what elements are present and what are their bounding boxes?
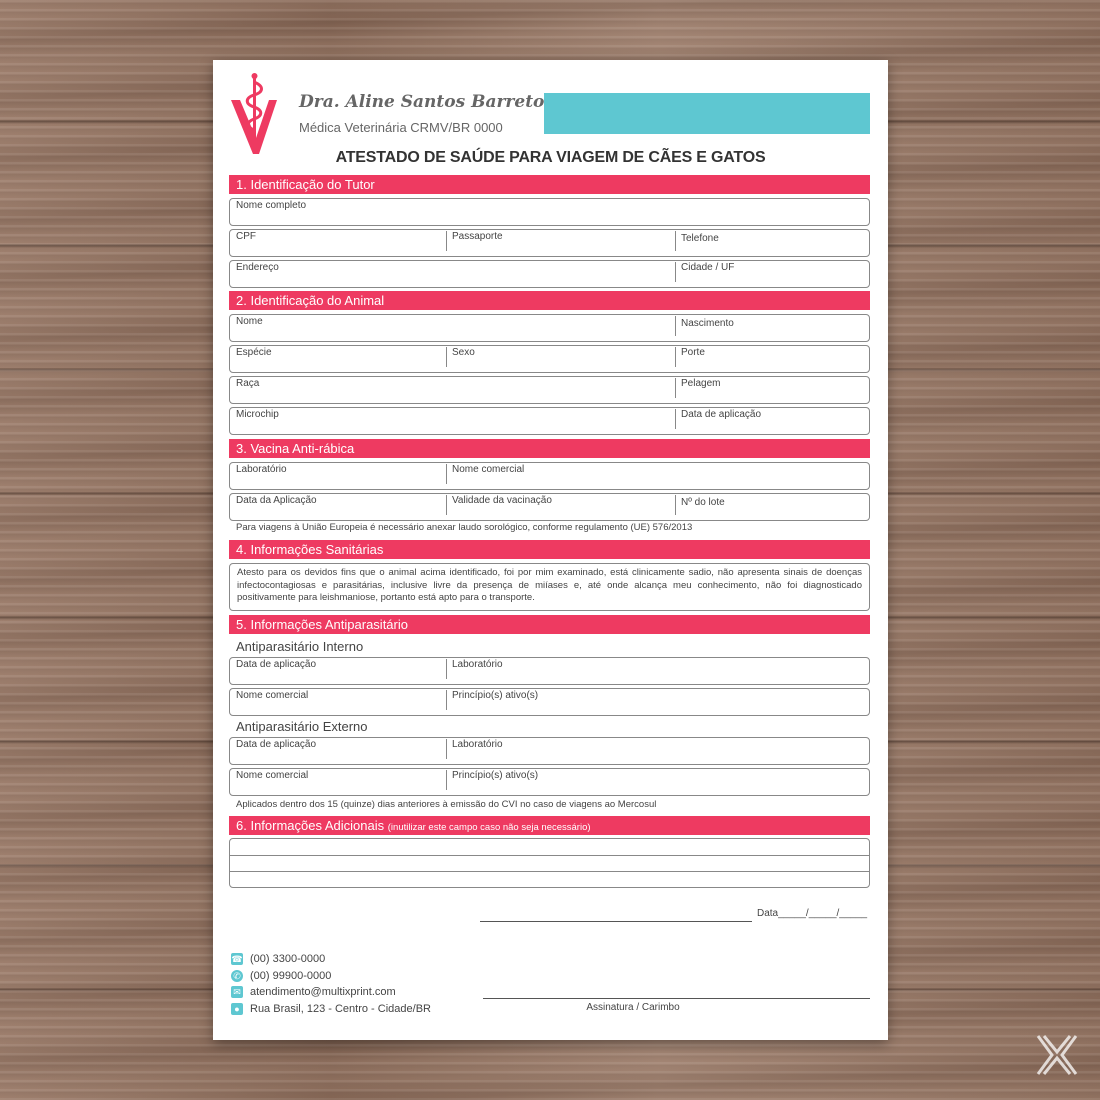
field-label: Cidade / UF (681, 262, 735, 273)
doctor-name: Dra. Aline Santos Barreto (299, 92, 545, 112)
section-6-header (229, 816, 870, 835)
field-label: Espécie (236, 347, 272, 358)
ruled-line (230, 871, 869, 872)
contact-text: (00) 99900-0000 (250, 970, 332, 982)
row-microchip-data (229, 407, 870, 435)
divider (675, 231, 676, 251)
field-label: Nome comercial (452, 464, 525, 475)
section-2-header: 2. Identificação do Animal (229, 291, 870, 310)
divider (675, 347, 676, 367)
field-label: Validade da vacinação (452, 495, 552, 506)
row-laboratorio-nome (229, 462, 870, 490)
divider (675, 378, 676, 398)
row-int-nome-principio (229, 688, 870, 716)
phone-icon: ☎ (231, 954, 243, 964)
additional-info-field[interactable] (229, 838, 870, 888)
field-label: Nome (236, 316, 263, 327)
field-label: Nome comercial (236, 690, 309, 701)
divider (446, 347, 447, 367)
location-icon: ● (231, 1003, 243, 1015)
section-6-title: 6. Informações Adicionais (236, 818, 385, 833)
whatsapp-icon: ✆ (231, 970, 243, 982)
certificate-sheet (213, 60, 888, 1040)
field-label: Endereço (236, 262, 279, 273)
contact-text: atendimento@multixprint.com (250, 986, 396, 998)
contact-text: (00) 3300-0000 (250, 953, 326, 965)
divider (675, 262, 676, 282)
row-aplicacao-validade-lote (229, 493, 870, 521)
divider (446, 464, 447, 484)
divider (446, 739, 447, 759)
contact-whatsapp (231, 970, 331, 982)
vet-logo-icon (229, 72, 279, 156)
field-label: Nº do lote (681, 497, 725, 508)
field-label: Porte (681, 347, 705, 358)
field-label: Microchip (236, 409, 279, 420)
section-1-header: 1. Identificação do Tutor (229, 175, 870, 194)
signature-line (483, 998, 870, 999)
form-title: ATESTADO DE SAÚDE PARA VIAGEM DE CÃES E GATOS (335, 149, 766, 166)
field-label: CPF (236, 231, 256, 242)
field-label: Passaporte (452, 231, 503, 242)
row-nome-nascimento (229, 314, 870, 342)
field-label: Laboratório (452, 659, 503, 670)
field-label: Nome completo (236, 200, 307, 211)
doctor-credential: Médica Veterinária CRMV/BR 0000 (299, 120, 503, 135)
divider (675, 316, 676, 336)
row-ext-nome-principio (229, 768, 870, 796)
field-label: Nome comercial (236, 770, 309, 781)
email-icon: ✉ (231, 986, 243, 998)
date-line (480, 921, 752, 922)
section-3-header: 3. Vacina Anti-rábica (229, 439, 870, 458)
row-especie-sexo-porte (229, 345, 870, 373)
contact-phone (231, 953, 325, 965)
contact-text: Rua Brasil, 123 - Centro - Cidade/BR (250, 1003, 431, 1015)
divider (446, 231, 447, 251)
external-antiparasitic-heading: Antiparasitário Externo (236, 719, 368, 734)
row-int-data-lab (229, 657, 870, 685)
field-label: Raça (236, 378, 260, 389)
field-label: Princípio(s) ativo(s) (452, 690, 539, 701)
field-label: Telefone (681, 233, 719, 244)
field-label: Data de aplicação (236, 659, 317, 670)
divider (446, 659, 447, 679)
signature-label: Assinatura / Carimbo (586, 1002, 680, 1013)
field-label: Princípio(s) ativo(s) (452, 770, 539, 781)
internal-antiparasitic-heading: Antiparasitário Interno (236, 639, 364, 654)
divider (675, 409, 676, 429)
field-label: Data de aplicação (236, 739, 317, 750)
row-raca-pelagem (229, 376, 870, 404)
field-label: Laboratório (452, 739, 503, 750)
section-5-header: 5. Informações Antiparasitário (229, 615, 870, 634)
field-label: Sexo (452, 347, 475, 358)
field-label: Data de aplicação (681, 409, 762, 420)
divider (675, 495, 676, 515)
ruled-line (230, 855, 869, 856)
contact-address (231, 1003, 431, 1015)
row-endereco-cidade (229, 260, 870, 288)
contact-email (231, 986, 396, 998)
field-label: Laboratório (236, 464, 287, 475)
brand-mark-icon (1034, 1032, 1080, 1078)
divider (446, 495, 447, 515)
vaccine-note: Para viagens à União Europeia é necessário anexar laudo sorológico, conforme regulamento (UE) 576/2013 (236, 522, 693, 533)
row-cpf-passaporte-telefone (229, 229, 870, 257)
field-label: Data da Aplicação (236, 495, 317, 506)
row-ext-data-lab (229, 737, 870, 765)
field-label: Pelagem (681, 378, 721, 389)
date-field[interactable]: Data_____/_____/_____ (757, 908, 868, 919)
field-label: Nascimento (681, 318, 734, 329)
health-statement: Atesto para os devidos fins que o animal acima identificado, foi por mim examinado, está clinicamente sadio, não apresenta sinais de doenças infectocontagiosas e parasitárias, inclusive livre da presença de miíases e, até onde alcança meu conhecimento, não foi diagnosticado positivamente para leishmaniose, portanto está apto para o transporte. (229, 563, 870, 611)
divider (446, 690, 447, 710)
header-color-bar (544, 93, 870, 134)
antiparasitic-note: Aplicados dentro dos 15 (quinze) dias anteriores à emissão do CVI no caso de viagens ao Mercosul (236, 799, 657, 810)
field-nome-completo[interactable] (229, 198, 870, 226)
section-6-note: (inutilizar este campo caso não seja necessário) (387, 822, 591, 833)
section-4-header: 4. Informações Sanitárias (229, 540, 870, 559)
divider (446, 770, 447, 790)
